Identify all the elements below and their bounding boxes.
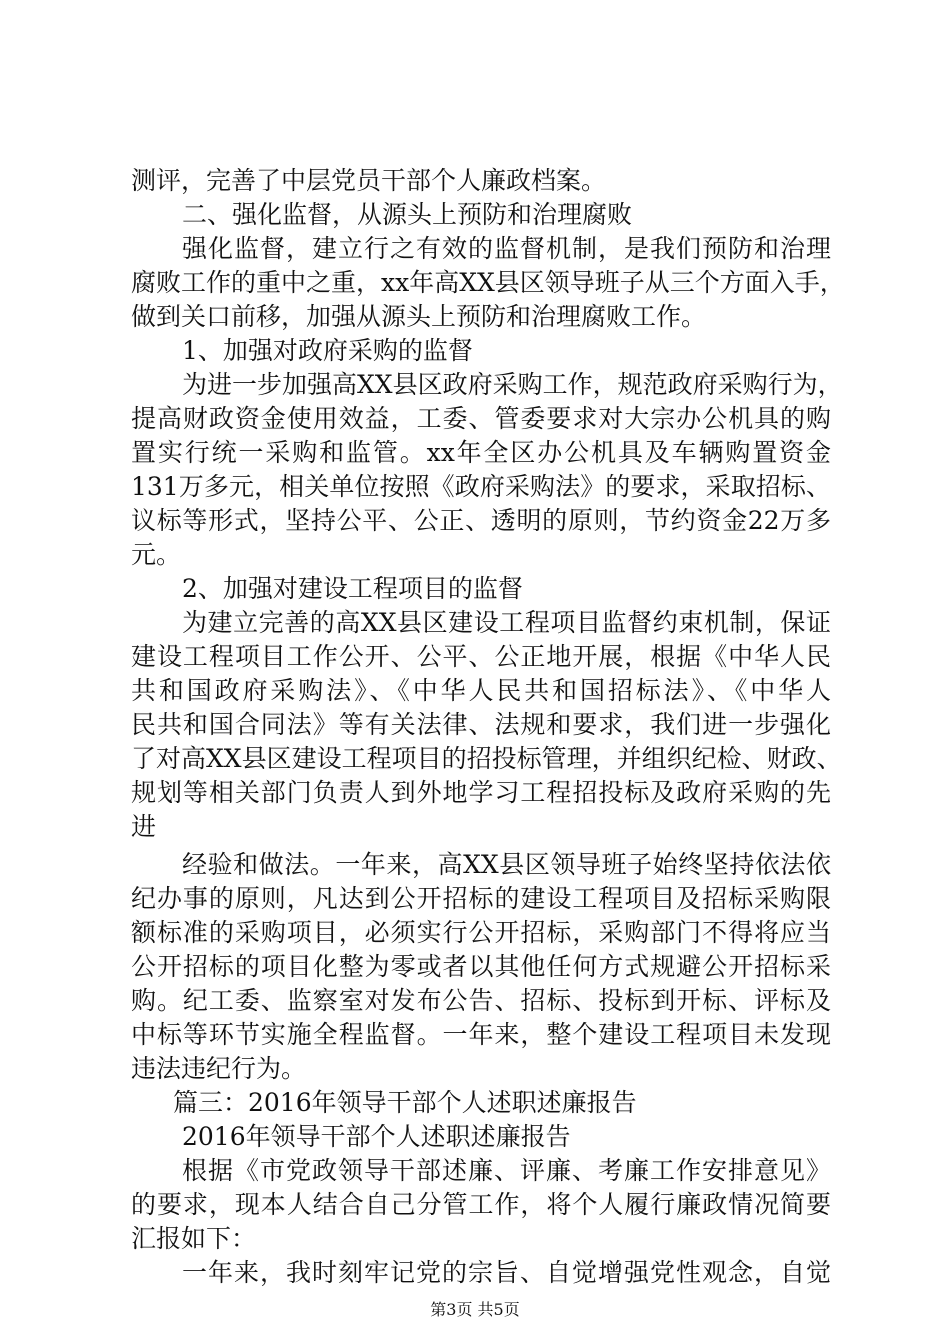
paragraph-line: 规划等相关部门负责人到外地学习工程招投标及政府采购的先	[131, 778, 831, 807]
paragraph-line: 一年来，我时刻牢记党的宗旨、自觉增强党性观念，自觉	[182, 1258, 831, 1287]
paragraph-line: 测评，完善了中层党员干部个人廉政档案。	[131, 166, 607, 195]
paragraph-line: 纪办事的原则，凡达到公开招标的建设工程项目及招标采购限	[131, 884, 831, 913]
paragraph-line: 腐败工作的重中之重，xx年高XX县区领导班子从三个方面入手，	[131, 268, 845, 297]
paragraph-line: 131万多元，相关单位按照《政府采购法》的要求，采取招标、	[131, 472, 831, 501]
paragraph-line: 了对高XX县区建设工程项目的招投标管理，并组织纪检、财政、	[131, 744, 842, 773]
paragraph-line: 为建立完善的高XX县区建设工程项目监督约束机制，保证	[182, 608, 831, 637]
article-heading: 篇三：2016年领导干部个人述职述廉报告	[173, 1088, 637, 1117]
paragraph-line: 民共和国合同法》等有关法律、法规和要求，我们进一步强化	[131, 710, 831, 739]
paragraph-line: 为进一步加强高XX县区政府采购工作，规范政府采购行为，	[182, 370, 843, 399]
paragraph-line: 公开招标的项目化整为零或者以其他任何方式规避公开招标采	[131, 952, 831, 981]
paragraph-line: 共和国政府采购法》、《中华人民共和国招标法》、《中华人	[131, 676, 831, 705]
paragraph-line: 议标等形式，坚持公平、公正、透明的原则，节约资金22万多	[131, 506, 831, 535]
paragraph-line: 进	[131, 812, 157, 841]
paragraph-line: 经验和做法。一年来，高XX县区领导班子始终坚持依法依	[182, 850, 831, 879]
paragraph-line: 元。	[131, 540, 182, 569]
paragraph-line: 违法违纪行为。	[131, 1054, 307, 1083]
subsection-heading: 1、加强对政府采购的监督	[182, 336, 473, 365]
paragraph-line: 强化监督，建立行之有效的监督机制，是我们预防和治理	[182, 234, 831, 263]
paragraph-line: 的要求，现本人结合自己分管工作，将个人履行廉政情况简要	[131, 1190, 831, 1219]
paragraph-line: 提高财政资金使用效益，工委、管委要求对大宗办公机具的购	[131, 404, 831, 433]
paragraph-line: 购。纪工委、监察室对发布公告、招标、投标到开标、评标及	[131, 986, 831, 1015]
paragraph-line: 中标等环节实施全程监督。一年来，整个建设工程项目未发现	[131, 1020, 831, 1049]
paragraph-line: 根据《市党政领导干部述廉、评廉、考廉工作安排意见》	[182, 1156, 831, 1185]
subsection-heading: 2、加强对建设工程项目的监督	[182, 574, 523, 603]
paragraph-line: 汇报如下：	[131, 1224, 257, 1253]
paragraph-line: 额标准的采购项目，必须实行公开招标，采购部门不得将应当	[131, 918, 831, 947]
report-title: 2016年领导干部个人述职述廉报告	[182, 1122, 571, 1151]
paragraph-line: 建设工程项目工作公开、公平、公正地开展，根据《中华人民	[131, 642, 831, 671]
paragraph-line: 做到关口前移，加强从源头上预防和治理腐败工作。	[131, 302, 707, 331]
section-heading: 二、强化监督，从源头上预防和治理腐败	[182, 200, 633, 229]
paragraph-line: 置实行统一采购和监管。xx年全区办公机具及车辆购置资金	[131, 438, 831, 467]
page-number-footer: 第3页 共5页	[430, 1300, 520, 1319]
